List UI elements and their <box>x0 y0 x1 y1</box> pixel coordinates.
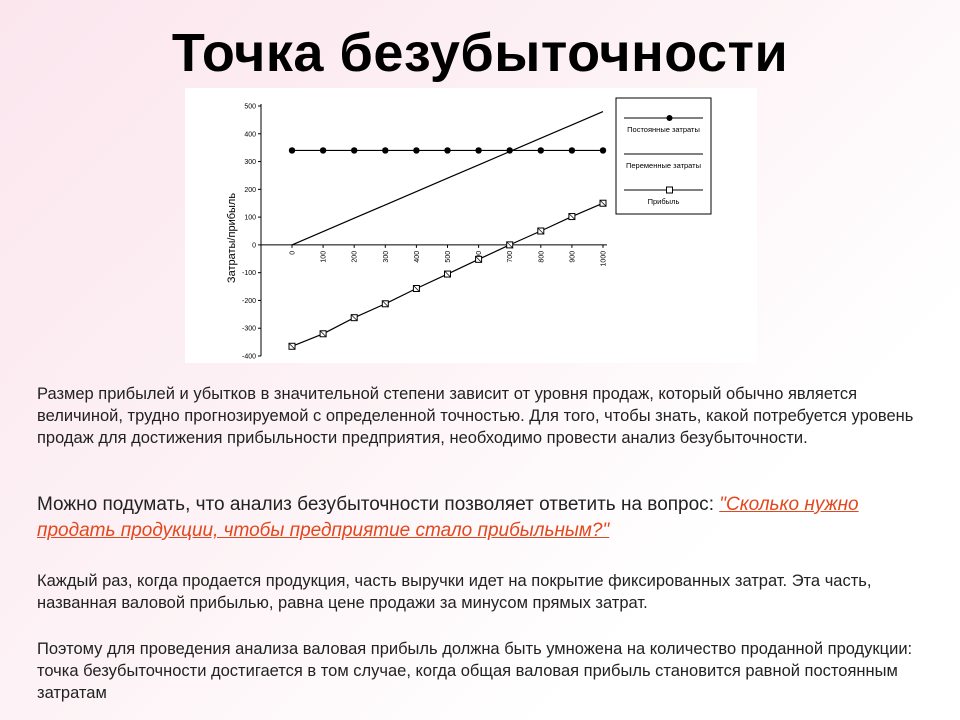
data-point-dot <box>538 147 544 153</box>
data-point-dot <box>320 147 326 153</box>
data-point-dot <box>413 147 419 153</box>
y-tick-label: 300 <box>244 159 256 167</box>
legend-label: Переменные затраты <box>625 161 702 170</box>
y-tick-label: -200 <box>241 297 256 305</box>
data-point-dot <box>351 147 357 153</box>
legend-label: Постоянные затраты <box>627 125 700 134</box>
x-tick-label: 500 <box>445 250 452 263</box>
chart-ticks <box>242 104 608 361</box>
paragraph-1: Размер прибылей и убытков в значительной степени зависит от уровня продаж, который обычно является величиной, трудно прогнозируемой с определенной точностью. Для того, чтобы знать, какой потребуется уровень продаж для достижения прибыльности предприятия, необходимо провести анализ безубыточности. <box>37 385 914 447</box>
paragraph-2 <box>37 492 927 544</box>
x-tick-label: 400 <box>413 250 421 263</box>
y-tick-label: 400 <box>244 131 256 139</box>
chart-series <box>289 112 606 350</box>
data-point-dot <box>600 147 606 153</box>
question-link[interactable]: "Сколько нужно продать продукции, чтобы предприятие стало прибыльным?" <box>37 494 859 541</box>
chart-axes <box>261 104 607 356</box>
chart-legend <box>616 98 711 214</box>
x-tick-label: 700 <box>507 250 515 263</box>
series-line <box>292 112 603 245</box>
y-axis-title: Затраты/прибыль <box>226 192 238 284</box>
x-tick-label: 100 <box>320 250 328 263</box>
x-tick-label: 200 <box>351 250 359 263</box>
y-tick-label: 500 <box>244 103 256 111</box>
chart-svg <box>185 88 757 363</box>
data-point-dot <box>475 147 481 153</box>
break-even-chart <box>185 88 757 363</box>
x-tick-label: 300 <box>382 250 390 263</box>
x-tick-label: 900 <box>569 250 577 263</box>
data-point-dot <box>444 147 450 153</box>
legend-label: Прибыль <box>647 197 680 206</box>
y-tick-label: 0 <box>252 242 256 250</box>
paragraph-4: Поэтому для проведения анализа валовая прибыль должна быть умножена на количество проданной продукции: точка безубыточности достигается в том случае, когда общая валовая прибыль становится равной постоянным затратам <box>37 640 913 702</box>
x-tick-label: 1000 <box>600 250 608 267</box>
y-tick-label: -100 <box>241 270 256 278</box>
x-tick-label: 0 <box>289 250 297 255</box>
paragraph-2-lead: Можно подумать, что анализ безубыточности позволяет ответить на вопрос <box>37 494 709 515</box>
data-point-dot <box>382 147 388 153</box>
legend-marker-square <box>667 187 673 193</box>
data-point-dot <box>289 147 295 153</box>
slide-title: Точка безубыточности <box>171 23 789 83</box>
paragraph-3: Каждый раз, когда продается продукция, часть выручки идет на покрытие фиксированных затрат. Эта часть, названная валовой прибылью, равна цене продажи за минусом прямых затрат. <box>37 572 872 612</box>
legend-marker-dot <box>667 115 673 121</box>
y-tick-label: 200 <box>244 186 256 194</box>
x-tick-label: 800 <box>538 250 546 263</box>
y-tick-label: -400 <box>241 353 256 361</box>
y-tick-label: -300 <box>241 325 256 333</box>
data-point-dot <box>569 147 575 153</box>
y-tick-label: 100 <box>244 214 256 222</box>
paragraph-2-colon: : <box>708 494 720 515</box>
